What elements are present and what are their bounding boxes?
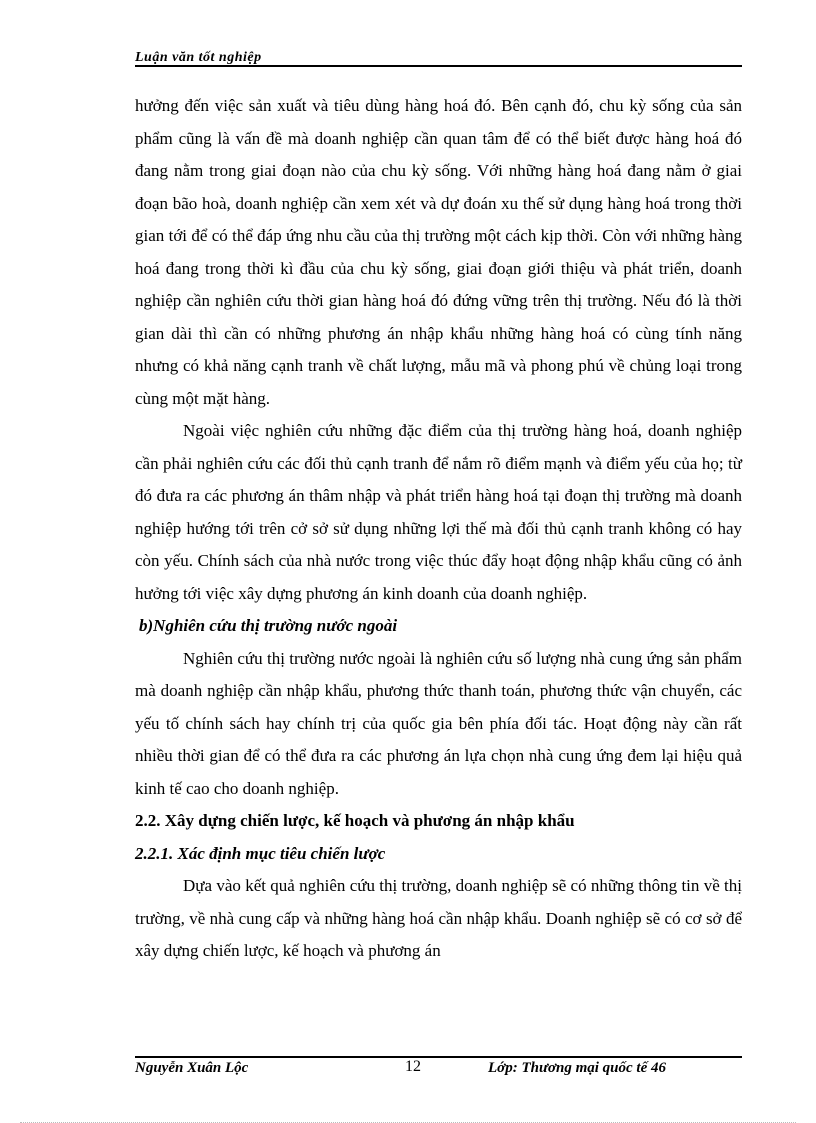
- footer-class-label: Lớp: Thương mại quốc tế 46: [488, 1060, 667, 1076]
- section-heading-2-2: 2.2. Xây dựng chiến lược, kế hoạch và phương án nhập khẩu: [135, 811, 575, 830]
- paragraph-strategy-basis: Dựa vào kết quả nghiên cứu thị trường, doanh nghiệp sẽ có những thông tin về thị trường, về nhà cung cấp và những hàng hoá cần nhập khẩu. Doanh nghiệp sẽ có cơ sở để xây dựng chiến lược, kế hoạch và phương án: [135, 876, 742, 960]
- footer-author: Nguyễn Xuân Lộc: [135, 1060, 249, 1076]
- page-number: 12: [405, 1058, 421, 1075]
- paragraph-foreign-market: Nghiên cứu thị trường nước ngoài là nghiên cứu số lượng nhà cung ứng sản phẩm mà doanh nghiệp cần nhập khẩu, phương thức thanh toán, phương thức vận chuyển, các yếu tố chính sách hay chính trị của quốc gia bên phía đối tác. Hoạt động này cần rất nhiều thời gian để có thể đưa ra các phương án lựa chọn nhà cung ứng đem lại hiệu quả kinh tế cao cho doanh nghiệp.: [135, 648, 742, 798]
- section-heading-2-2-1: 2.2.1. Xác định mục tiêu chiến lược: [135, 843, 386, 863]
- running-header-title: Luận văn tốt nghiệp: [135, 50, 262, 65]
- paragraph-continuation: hưởng đến việc sản xuất và tiêu dùng hàng hoá đó. Bên cạnh đó, chu kỳ sống của sản phẩm cũng là vấn đề mà doanh nghiệp cần quan tâm để có thể biết được hàng hoá đó đang nằm trong giai đoạn nào của chu kỳ sống. Với những hàng hoá đang nằm ở giai đoạn bão hoà, doanh nghiệp cần xem xét và dự đoán xu thế sử dụng hàng hoá trong thời gian tới để có thể đáp ứng nhu cầu của thị trường một cách kịp thời. Còn với những hàng hoá đang trong thời kì đầu của chu kỳ sống, giai đoạn giới thiệu và phát triển, doanh nghiệp cần nghiên cứu thời gian hàng hoá đó đứng vững trên thị trường. Nếu đó là thời gian dài thì cần có những phương án nhập khẩu những hàng hoá có cùng tính năng nhưng có khả năng cạnh tranh về chất lượng, mẫu mã và phong phú về chủng loại trong cùng một mặt hàng.: [135, 96, 742, 408]
- page-body: [135, 90, 742, 968]
- footer-rule: [135, 1056, 742, 1058]
- paragraph-competitors: Ngoài việc nghiên cứu những đặc điểm của thị trường hàng hoá, doanh nghiệp cần phải nghiên cứu các đối thủ cạnh tranh để nắm rõ điểm mạnh và điểm yếu của họ; từ đó đưa ra các phương án thâm nhập và phát triển hàng hoá tại đoạn thị trường mà doanh nghiệp hướng tới trên cở sở sử dụng những lợi thế mà đối thủ cạnh tranh không có hay còn yếu. Chính sách của nhà nước trong việc thúc đẩy hoạt động nhập khẩu cũng có ảnh hưởng tới việc xây dựng phương án kinh doanh của doanh nghiệp.: [135, 421, 742, 603]
- subheading-foreign-market-research: b)Nghiên cứu thị trường nước ngoài: [139, 616, 398, 635]
- header-rule: [135, 65, 742, 67]
